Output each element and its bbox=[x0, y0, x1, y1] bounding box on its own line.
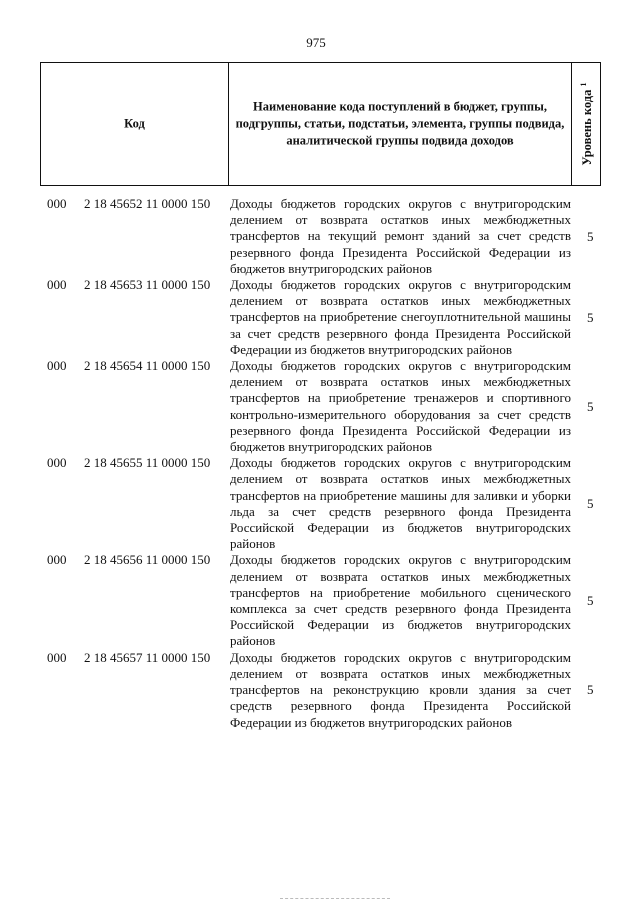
table-row bbox=[40, 196, 602, 277]
table-body bbox=[40, 196, 602, 731]
header-name-label: Наименование кода поступлений в бюджет, группы, подгруппы, статьи, подстатьи, элемента, группы подвида, аналитической группы подвида доходов bbox=[235, 99, 565, 148]
table-row bbox=[40, 358, 602, 455]
revenue-name: Доходы бюджетов городских округов с внутригородским делением от возврата остатков иных межбюджетных трансфертов на приобретение снегоуплотнительной машины за счет средств резервного фонда Президента Российской Федерации из бюджетов внутригородских районов bbox=[230, 277, 571, 357]
revenue-code: 2 18 45657 11 0000 150 bbox=[84, 649, 211, 665]
code-level: 5 bbox=[587, 398, 594, 414]
table-row bbox=[40, 552, 602, 649]
header-level-text: Уровень кода bbox=[579, 89, 594, 166]
table-row bbox=[40, 650, 602, 731]
table-header bbox=[40, 62, 601, 186]
header-code-label: Код bbox=[124, 116, 145, 131]
header-name-cell bbox=[229, 63, 572, 185]
header-level-cell bbox=[572, 63, 601, 185]
revenue-name: Доходы бюджетов городских округов с внутригородским делением от возврата остатков иных межбюджетных трансфертов на текущий ремонт зданий за счет средств резервного фонда Президента Российской Федерации из бюджетов внутригородских районов bbox=[230, 196, 571, 276]
code-level: 5 bbox=[587, 495, 594, 511]
revenue-name: Доходы бюджетов городских округов с внутригородским делением от возврата остатков иных межбюджетных трансфертов на реконструкцию кровли здания за счет средств резервного фонда Президента Российской Федерации из бюджетов внутригородских районов bbox=[230, 649, 571, 730]
admin-code: 000 bbox=[47, 455, 67, 471]
table-row bbox=[40, 277, 602, 358]
code-level: 5 bbox=[587, 228, 594, 244]
admin-code: 000 bbox=[47, 649, 67, 665]
header-level-footnote: 1 bbox=[578, 82, 588, 87]
admin-code: 000 bbox=[47, 196, 67, 211]
revenue-code: 2 18 45654 11 0000 150 bbox=[84, 358, 211, 374]
page-number: 975 bbox=[306, 35, 326, 50]
admin-code: 000 bbox=[47, 277, 67, 293]
footer-rule bbox=[280, 898, 390, 900]
table-row bbox=[40, 455, 602, 552]
header-level-label bbox=[578, 83, 594, 166]
revenue-code: 2 18 45652 11 0000 150 bbox=[84, 196, 211, 211]
revenue-name: Доходы бюджетов городских округов с внутригородским делением от возврата остатков иных межбюджетных трансфертов на приобретение мобильного сценического комплекса за счет средств резервного фонда Президента Российской Федерации из бюджетов внутригородских районов bbox=[230, 552, 571, 649]
admin-code: 000 bbox=[47, 552, 67, 568]
admin-code: 000 bbox=[47, 358, 67, 374]
code-level: 5 bbox=[587, 593, 594, 609]
revenue-code: 2 18 45653 11 0000 150 bbox=[84, 277, 211, 293]
revenue-code: 2 18 45656 11 0000 150 bbox=[84, 552, 211, 568]
revenue-name: Доходы бюджетов городских округов с внутригородским делением от возврата остатков иных межбюджетных трансфертов на приобретение тренажеров и спортивного контрольно-измерительного оборудования за счет средств резервного фонда Президента Российской Федерации из бюджетов внутригородских районов bbox=[230, 358, 571, 455]
code-level: 5 bbox=[587, 309, 594, 325]
code-level: 5 bbox=[587, 682, 594, 698]
revenue-name: Доходы бюджетов городских округов с внутригородским делением от возврата остатков иных межбюджетных трансфертов на приобретение машины для заливки и уборки льда за счет средств резервного фонда Президента Российской Федерации из бюджетов внутригородских районов bbox=[230, 455, 571, 552]
revenue-code: 2 18 45655 11 0000 150 bbox=[84, 455, 211, 471]
header-code-cell bbox=[41, 63, 229, 185]
